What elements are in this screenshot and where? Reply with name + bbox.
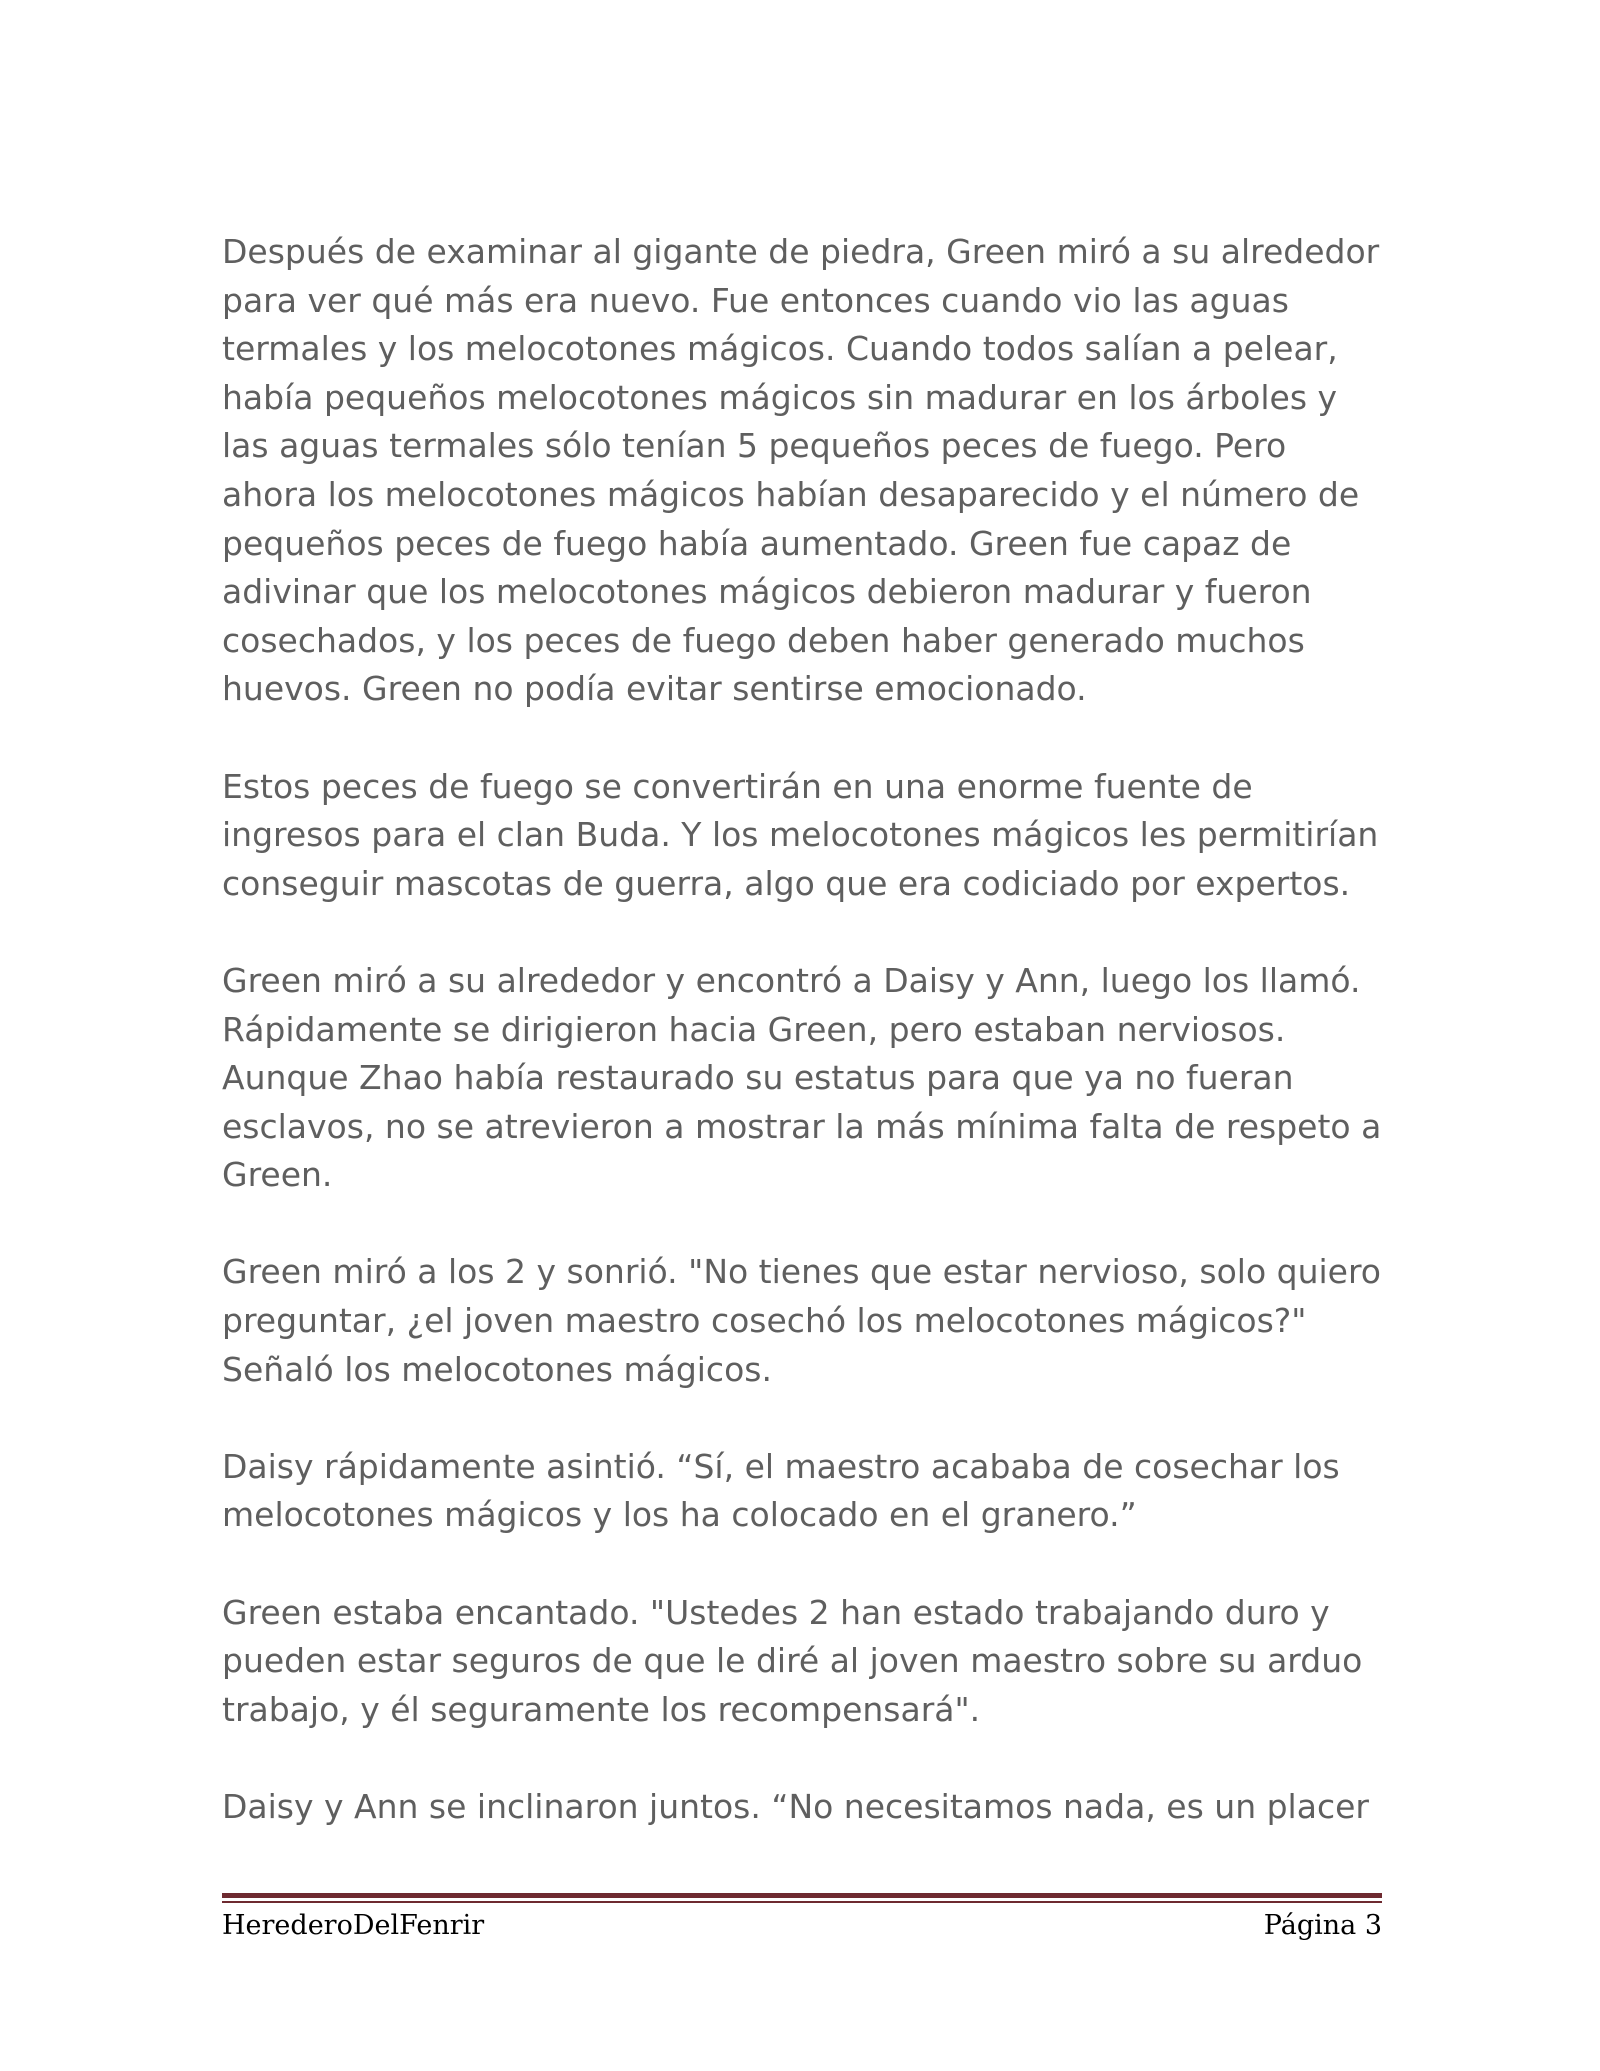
footer-page-number: Página 3 [1263,1910,1382,1941]
paragraph-7: Daisy y Ann se inclinaron juntos. “No necesitamos nada, es un placer [222,1787,1369,1826]
paragraph-3: Green miró a su alrededor y encontró a Daisy y Ann, luego los llamó. Rápidamente se dirigieron hacia Green, pero estaban nerviosos. Aunque Zhao había restaurado su estatus para que ya no fueran esclavos, no se atrevieron a mostrar la más mínima falta de respeto a Green. [222,960,1382,1195]
paragraph-5: Daisy rápidamente asintió. “Sí, el maestro acababa de cosechar los melocotones mágicos y los ha colocado en el granero.” [222,1446,1340,1535]
footer-author: HerederoDelFenrir [222,1910,485,1941]
paragraph-1: Después de examinar al gigante de piedra, Green miró a su alrededor para ver qué más era nuevo. Fue entonces cuando vio las aguas termales y los melocotones mágicos. Cuando todos salían a pelear, había pequeños melocotones mágicos sin madurar en los árboles y las aguas termales sólo tenían 5 pequeños peces de fuego. Pero ahora los melocotones mágicos habían desaparecido y el número de pequeños peces de fuego había aumentado. Green fue capaz de adivinar que los melocotones mágicos debieron madurar y fueron cosechados, y los peces de fuego deben haber generado muchos huevos. Green no podía evitar sentirse emocionado. [222,232,1380,709]
paragraph-2: Estos peces de fuego se convertirán en una enorme fuente de ingresos para el clan Buda. Y los melocotones mágicos les permitirían conseguir mascotas de guerra, algo que era codiciado por expertos. [222,766,1379,903]
footer-rule-thick [222,1893,1382,1898]
paragraph-6: Green estaba encantado. "Ustedes 2 han estado trabajando duro y pueden estar seguros de que le diré al joven maestro sobre su arduo trabajo, y él seguramente los recompensará". [222,1592,1363,1729]
footer-rule-thin [222,1901,1382,1903]
paragraph-4: Green miró a los 2 y sonrió. "No tienes que estar nervioso, solo quiero preguntar, ¿el joven maestro cosechó los melocotones mágicos?" Señaló los melocotones mágicos. [222,1252,1381,1389]
body-text [222,228,1382,1880]
